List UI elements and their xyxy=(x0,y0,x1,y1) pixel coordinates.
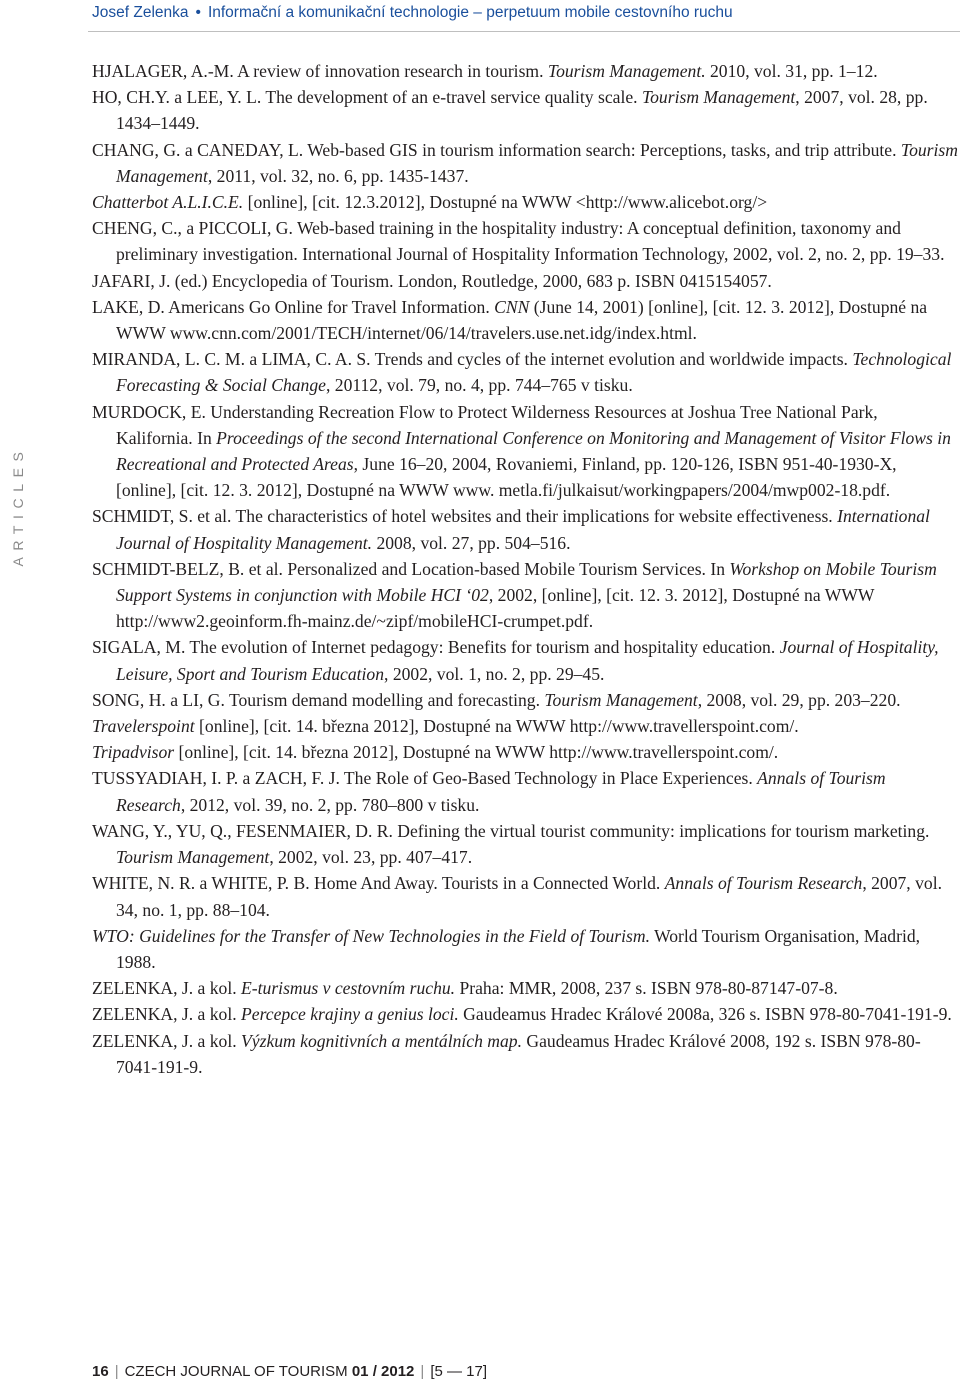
reference-text: Gaudeamus Hradec Králové 2008a, 326 s. ISBN 978-80-7041-191-9. xyxy=(458,1004,952,1025)
reference-entry xyxy=(92,84,958,136)
header-author: Josef Zelenka xyxy=(92,4,189,21)
reference-text: , 2002, [online], [cit. 12. 3. 2012], Dostupné na WWW http://www2.geoinform.fh-mainz.de/~zipf/mobileHCI-crumpet.pdf. xyxy=(116,585,875,632)
reference-text: ZELENKA, J. a kol. xyxy=(92,1030,242,1051)
reference-text: , 20112, vol. 79, no. 4, pp. 744–765 v tisku. xyxy=(325,375,633,396)
reference-text: ZELENKA, J. a kol. xyxy=(92,978,242,999)
reference-text: , 2012, vol. 39, no. 2, pp. 780–800 v tisku. xyxy=(180,794,480,815)
reference-text: WANG, Y., YU, Q., FESENMAIER, D. R. Defining the virtual tourist community: implications for tourism marketing. xyxy=(92,820,930,841)
reference-text: JAFARI, J. (ed.) Encyclopedia of Tourism. London, Routledge, 2000, 683 p. ISBN 0415154057. xyxy=(92,270,772,291)
reference-text: LAKE, D. Americans Go Online for Travel Information. xyxy=(92,296,495,317)
reference-text: , 2008, vol. 29, pp. 203–220. xyxy=(697,689,901,710)
reference-text: MURDOCK, E. Understanding Recreation Flow to Protect Wilderness Resources at Joshua Tree National Park, Kalifornia. In xyxy=(92,401,878,448)
footer-separator: | xyxy=(420,1363,425,1380)
reference-entry xyxy=(92,268,958,294)
reference-italic-text: Výzkum kognitivních a mentálních map. xyxy=(241,1030,522,1051)
reference-entry xyxy=(92,346,958,398)
reference-text: SIGALA, M. The evolution of Internet pedagogy: Benefits for tourism and hospitality education. xyxy=(92,637,780,658)
reference-text: Gaudeamus Hradec Králové 2008, 192 s. ISBN 978-80-7041-191-9. xyxy=(116,1030,921,1077)
reference-entry xyxy=(92,503,958,555)
reference-italic-text: Chatterbot A.L.I.C.E. xyxy=(92,192,244,213)
reference-italic-text: Tripadvisor xyxy=(92,742,175,763)
reference-text: [online], [cit. 12.3.2012], Dostupné na WWW <http://www.alicebot.org/> xyxy=(243,192,768,213)
reference-text: (June 14, 2001) [online], [cit. 12. 3. 2012], Dostupné na WWW www.cnn.com/2001/TECH/internet/06/14/travelers.use.net.idg/index.html. xyxy=(116,296,928,344)
reference-italic-text: CNN xyxy=(494,296,530,317)
reference-italic-text: Tourism Management xyxy=(641,87,796,108)
reference-italic-text: Tourism Management xyxy=(116,847,270,868)
reference-entry xyxy=(92,634,958,686)
reference-text: , June 16–20, 2004, Rovaniemi, Finland, pp. 120-126, ISBN 951-40-1930-X, [online], [cit. 12. 3. 2012], Dostupné na WWW www. metla.fi/julkaisut/workingpapers/2004/mwp002-18.pdf. xyxy=(116,454,897,501)
header-article-title: Informační a komunikační technologie – perpetuum mobile cestovního ruchu xyxy=(207,4,733,21)
header-rule xyxy=(88,31,960,32)
footer-separator: | xyxy=(114,1363,119,1380)
reference-italic-text: Percepce krajiny a genius loci. xyxy=(241,1004,459,1025)
reference-text: [online], [cit. 14. března 2012], Dostupné na WWW http://www.travellerspoint.com/. xyxy=(174,742,779,763)
reference-text: , 2002, vol. 1, no. 2, pp. 29–45. xyxy=(384,663,605,684)
header-bullet: • xyxy=(195,4,201,21)
reference-entry xyxy=(92,870,958,922)
reference-text: SCHMIDT-BELZ, B. et al. Personalized and Location-based Mobile Tourism Services. In xyxy=(92,558,730,579)
footer-journal-name: CZECH JOURNAL OF TOURISM xyxy=(124,1363,348,1380)
reference-text: HO, CH.Y. a LEE, Y. L. The development of an e-travel service quality scale. xyxy=(92,87,642,108)
reference-italic-text: Annals of Tourism Research xyxy=(664,873,863,894)
reference-text: , 2011, vol. 32, no. 6, pp. 1435-1437. xyxy=(207,165,469,186)
reference-entry xyxy=(92,137,958,189)
footer-page-number: 16 xyxy=(92,1363,109,1380)
reference-entry xyxy=(92,818,958,870)
reference-list xyxy=(92,58,958,1080)
reference-italic-text: Workshop on Mobile Tourism Support Systems in conjunction with Mobile HCI ‘02 xyxy=(116,558,937,606)
reference-entry xyxy=(92,189,958,215)
reference-text: , 2007, vol. 28, pp. 1434–1449. xyxy=(116,87,928,134)
footer-issue: 01 / 2012 xyxy=(351,1363,415,1380)
reference-text: 2010, vol. 31, pp. 1–12. xyxy=(705,61,878,81)
reference-italic-text: Proceedings of the second International Conference on Monitoring and Management of Visitor Flows in Recreational and Protected Areas xyxy=(116,427,951,475)
reference-text: ZELENKA, J. a kol. xyxy=(92,1004,242,1025)
running-header xyxy=(92,4,950,28)
reference-italic-text: Tourism Management xyxy=(116,139,958,186)
reference-entry xyxy=(92,58,958,84)
reference-text: SCHMIDT, S. et al. The characteristics of hotel websites and their implications for website effectiveness. xyxy=(92,506,838,527)
reference-text: HJALAGER, A.-M. A review of innovation research in tourism. xyxy=(92,61,548,81)
reference-italic-text: Journal of Hospitality, Leisure, Sport and Tourism Education xyxy=(116,637,939,684)
reference-text: 2008, vol. 27, pp. 504–516. xyxy=(372,532,571,553)
reference-italic-text: Annals of Tourism Research xyxy=(116,768,886,815)
reference-entry xyxy=(92,556,958,635)
reference-entry xyxy=(92,713,958,739)
reference-italic-text: Technological Forecasting & Social Change xyxy=(116,349,952,396)
reference-text: SONG, H. a LI, G. Tourism demand modelling and forecasting. xyxy=(92,689,545,710)
reference-italic-text: Travelerspoint xyxy=(92,716,195,737)
reference-text: CHANG, G. a CANEDAY, L. Web-based GIS in tourism information search: Perceptions, tasks, and trip attribute. xyxy=(92,139,901,160)
reference-entry xyxy=(92,294,958,346)
reference-entry xyxy=(92,1028,958,1080)
reference-italic-text: International Journal of Hospitality Management. xyxy=(116,506,930,553)
page-footer xyxy=(92,1363,487,1383)
reference-italic-text: Tourism Management. xyxy=(547,61,706,81)
reference-entry xyxy=(92,975,958,1001)
reference-entry xyxy=(92,739,958,765)
reference-text: World Tourism Organisation, Madrid, 1988. xyxy=(116,925,921,972)
reference-text: Praha: MMR, 2008, 237 s. ISBN 978-80-87147-07-8. xyxy=(455,978,838,999)
reference-text: , 2002, vol. 23, pp. 407–417. xyxy=(269,847,473,868)
reference-text: [online], [cit. 14. března 2012], Dostupné na WWW http://www.travellerspoint.com/. xyxy=(194,716,799,737)
reference-italic-text: E-turismus v cestovním ruchu. xyxy=(241,978,456,999)
side-section-label: ARTICLES xyxy=(10,445,26,567)
reference-entry xyxy=(92,1001,958,1027)
reference-text: MIRANDA, L. C. M. a LIMA, C. A. S. Trends and cycles of the internet evolution and worldwide impacts. xyxy=(92,349,853,370)
reference-entry xyxy=(92,765,958,817)
reference-text: WHITE, N. R. a WHITE, P. B. Home And Away. Tourists in a Connected World. xyxy=(92,873,665,894)
reference-entry xyxy=(92,923,958,975)
reference-entry xyxy=(92,399,958,504)
reference-entry xyxy=(92,687,958,713)
reference-italic-text: Tourism Management xyxy=(544,689,698,710)
reference-text: CHENG, C., a PICCOLI, G. Web-based training in the hospitality industry: A conceptual definition, taxonomy and preliminary investigation. International Journal of Hospitality Information Technology, 2002, vol. 2, no. 2, pp. 19–33. xyxy=(92,218,945,265)
reference-italic-text: WTO: Guidelines for the Transfer of New Technologies in the Field of Tourism. xyxy=(92,925,650,946)
reference-entry xyxy=(92,215,958,267)
reference-text: TUSSYADIAH, I. P. a ZACH, F. J. The Role of Geo-Based Technology in Place Experiences. xyxy=(92,768,758,789)
reference-text: , 2007, vol. 34, no. 1, pp. 88–104. xyxy=(116,873,942,920)
footer-page-range: [5 — 17] xyxy=(430,1363,488,1380)
